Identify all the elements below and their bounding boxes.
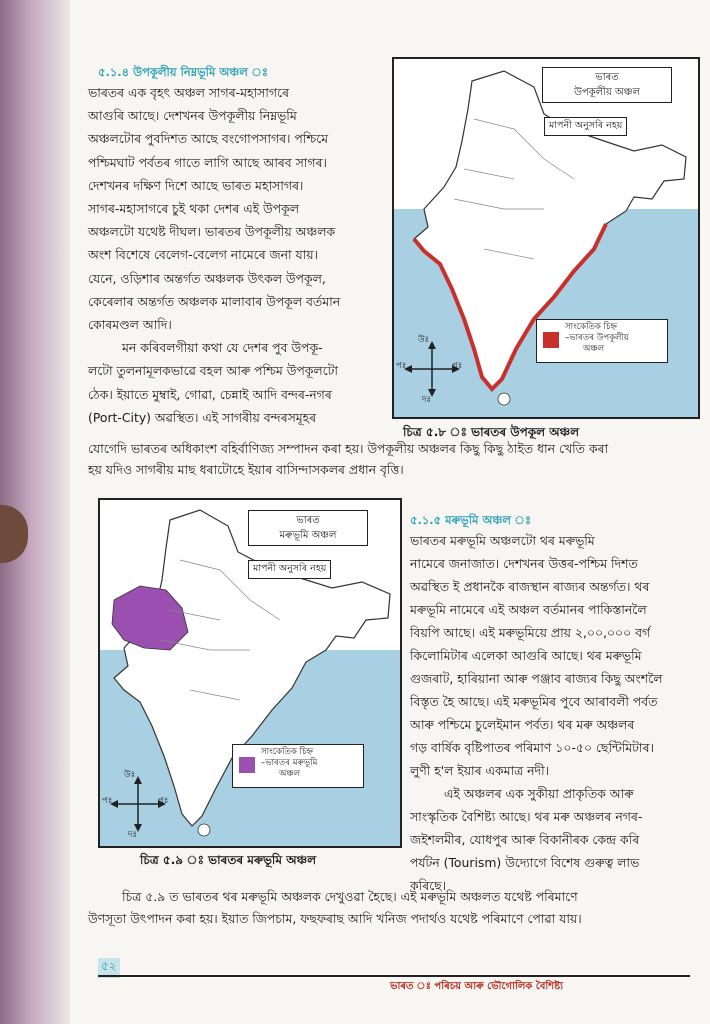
map-title-line-1: ভাৰত bbox=[595, 72, 619, 83]
compass-west: পঃ bbox=[102, 796, 113, 806]
text-line: কৰিছে। bbox=[410, 878, 447, 893]
page-number: ৫২ bbox=[98, 958, 120, 978]
map-legend bbox=[536, 319, 668, 363]
compass-east: পুঃ bbox=[158, 796, 169, 806]
legend-line-1: সাংকেতিক চিহ্ন bbox=[261, 747, 313, 757]
legend-swatch bbox=[543, 332, 559, 348]
text-line: এই অঞ্চলৰ এক সুকীয়া প্ৰাকৃতিক আৰু bbox=[444, 786, 634, 801]
text-line: পৰ্যটন (Tourism) উদ্যোগে বিশেষ গুৰুত্ব লাভ bbox=[410, 855, 640, 870]
text-line: লটো তুলনামূলকভাৱে বহল আৰু পশ্চিম উপকূলটো bbox=[88, 363, 338, 379]
coastal-map bbox=[392, 57, 700, 419]
text-line: কোৰমণ্ডল আদি। bbox=[88, 317, 172, 332]
text-line: জইশলমীৰ, যোধপুৰ আৰু বিকানীৰক কেন্দ্ৰ কৰি bbox=[410, 832, 640, 847]
text-line: সাগৰ-মহাসাগৰে চুই থকা দেশৰ এই উপকূল bbox=[88, 201, 299, 216]
desert-map bbox=[98, 498, 402, 848]
text-line: ঠেক। ইয়াতে মুম্বাই, গোৱা, চেন্নাই আদি বন্দৰ-নগৰ bbox=[88, 386, 332, 402]
scale-note: মাপনী অনুসৰি নহয় bbox=[248, 560, 331, 579]
text-line: গুজৰাট, হাৰিয়ানা আৰু পঞ্জাব ৰাজ্যৰ কিছু অংশলৈ bbox=[410, 671, 663, 686]
map-title-line-2: উপকূলীয় অঞ্চল bbox=[574, 87, 640, 98]
map-title bbox=[248, 510, 368, 546]
text-line: লুণী হ'ল ইয়াৰ একমাত্ৰ নদী। bbox=[410, 763, 550, 778]
compass-north: উঃ bbox=[124, 770, 136, 780]
text-line: অঞ্চলটো যথেষ্ট দীঘল। ভাৰতৰ উপকূলীয় অঞ্চলক bbox=[88, 224, 336, 240]
legend-line-3: অঞ্চল bbox=[583, 344, 605, 354]
text-line: পশ্চিমঘাট পৰ্বতৰ গাতে লাগি আছে আৰব সাগৰ। bbox=[88, 154, 327, 170]
text-line: কেৰেলাৰ অন্তৰ্গত অঞ্চলক মালাবাৰ উপকূল বৰ্তমান bbox=[88, 293, 341, 309]
text-line: মন কৰিবলগীয়া কথা যে দেশৰ পুব উপকূ- bbox=[122, 340, 323, 356]
compass-north: উঃ bbox=[418, 335, 430, 345]
compass bbox=[102, 770, 170, 840]
text-line: অংশ বিশেষে বেলেগ-বেলেগ নামেৰে জনা যায়। bbox=[88, 247, 318, 263]
scale-note: মাপনী অনুসৰি নহয় bbox=[544, 117, 627, 136]
compass-east: পুঃ bbox=[452, 361, 463, 371]
text-line: দেশখনৰ দক্ষিণ দিশে আছে ভাৰত মহাসাগৰ। bbox=[88, 177, 304, 193]
text-line: নামেৰে জনাজাত। দেশখনৰ উত্তৰ-পশ্চিম দিশত bbox=[410, 556, 638, 571]
legend-line-2: –ভাৰতৰ মৰুভূমি bbox=[261, 758, 318, 768]
map-title-line-2: মৰুভূমি অঞ্চল bbox=[279, 530, 337, 541]
legend-line-3: অঞ্চল bbox=[279, 769, 301, 779]
figure-caption-5-9: চিত্ৰ ৫.৯ ঃ ভাৰতৰ মৰুভূমি অঞ্চল bbox=[140, 853, 317, 867]
map-legend bbox=[232, 744, 364, 788]
compass-south: দঃ bbox=[128, 830, 137, 840]
footer-rule bbox=[98, 975, 690, 977]
compass bbox=[396, 335, 464, 405]
text-line: ভাৰতৰ এক বৃহৎ অঞ্চল সাগৰ-মহাসাগৰে bbox=[88, 85, 289, 100]
running-title: ভাৰত ঃ পৰিচয় আৰু ভৌগোলিক বৈশিষ্ট্য bbox=[390, 981, 564, 992]
map-title-line-1: ভাৰত bbox=[296, 515, 320, 526]
text-line: বিস্তৃত হৈ আছে। এই মৰুভূমিৰ পুবে আৰাবলী পৰ্বত bbox=[410, 694, 658, 709]
legend-line-1: সাংকেতিক চিহ্ন bbox=[565, 322, 617, 332]
text-line: আৰু পশ্চিমে চুলেইমান পৰ্বত। থৰ মৰু অঞ্চলৰ bbox=[410, 717, 635, 732]
text-line: চিত্ৰ ৫.৯ ত ভাৰতৰ থৰ মৰুভূমি অঞ্চলক দেখুওৱা হৈছে। এই মৰুভূমি অঞ্চলত যথেষ্ট পৰিমাণে bbox=[122, 889, 578, 904]
text-line: (Port-City) অৱস্থিত। এই সাগৰীয় বন্দৰসমূহৰ bbox=[88, 409, 317, 425]
text-line: যোগেদি ভাৰতৰ অধিকাংশ বহিৰ্বাণিজ্য সম্পাদন কৰা হয়। উপকূলীয় অঞ্চলৰ কিছু কিছু ঠাইত ধান খেতি কৰা bbox=[88, 441, 609, 456]
text-line: ভাৰতৰ মৰুভূমি অঞ্চলটো থৰ মৰুভূমি bbox=[410, 533, 595, 548]
text-line: বিয়পি আছে। এই মৰুভূমিয়ে প্ৰায় ২,০০,০০০ বৰ্গ bbox=[410, 625, 651, 640]
text-line: অঞ্চলটোৰ পুবদিশত আছে বংগোপসাগৰ। পশ্চিমে bbox=[88, 131, 329, 147]
legend-line-2: –ভাৰতৰ উপকূলীয় bbox=[565, 333, 629, 343]
section-heading-desert: ৫.১.৫ মৰুভূমি অঞ্চল ঃ bbox=[410, 513, 532, 527]
text-line: হয় যদিও সাগৰীয় মাছ ধৰাটোহে ইয়াৰ বাসিন্দাসকলৰ প্ৰধান বৃত্তি। bbox=[88, 462, 404, 477]
text-line: উণসূতা উৎপাদন কৰা হয়। ইয়াত জিপচাম, ফছফৰাছ আদি খনিজ পদাৰ্থও যথেষ্ট পৰিমাণে পোৱা যায়। bbox=[88, 911, 582, 926]
text-line: সাংস্কৃতিক বৈশিষ্ট্য আছে। থৰ মৰু অঞ্চলৰ নগৰ- bbox=[410, 809, 643, 824]
text-line: মৰুভূমি নামেৰে এই অঞ্চল বৰ্তমানৰ পাকিস্তানলৈ bbox=[410, 602, 647, 617]
section-heading-coastal: ৫.১.৪ উপকূলীয় নিম্নভূমি অঞ্চল ঃ bbox=[98, 65, 268, 79]
text-line: আগুৰি আছে। দেশখনৰ উপকূলীয় নিম্নভূমি bbox=[88, 108, 297, 124]
map-title bbox=[542, 67, 672, 103]
compass-south: দঃ bbox=[422, 395, 431, 405]
figure-caption-5-8: চিত্ৰ ৫.৮ ঃ ভাৰতৰ উপকূল অঞ্চল bbox=[403, 425, 580, 439]
text-line: কিলোমিটাৰ এলেকা আগুৰি আছে। থৰ মৰুভূমি bbox=[410, 648, 642, 663]
legend-swatch bbox=[239, 757, 255, 773]
text-line: গড় বাৰ্ষিক বৃষ্টিপাতৰ পৰিমাণ ১০-৫০ ছেন্টিমিটাৰ। bbox=[410, 740, 654, 755]
compass-west: পঃ bbox=[396, 361, 407, 371]
text-line: যেনে, ওড়িশাৰ অন্তৰ্গত অঞ্চলক উৎকল উপকূল, bbox=[88, 270, 326, 286]
text-line: অৱস্থিত ই প্ৰধানকৈ ৰাজস্থান ৰাজ্যৰ অন্তৰ্গত। থৰ bbox=[410, 579, 650, 594]
